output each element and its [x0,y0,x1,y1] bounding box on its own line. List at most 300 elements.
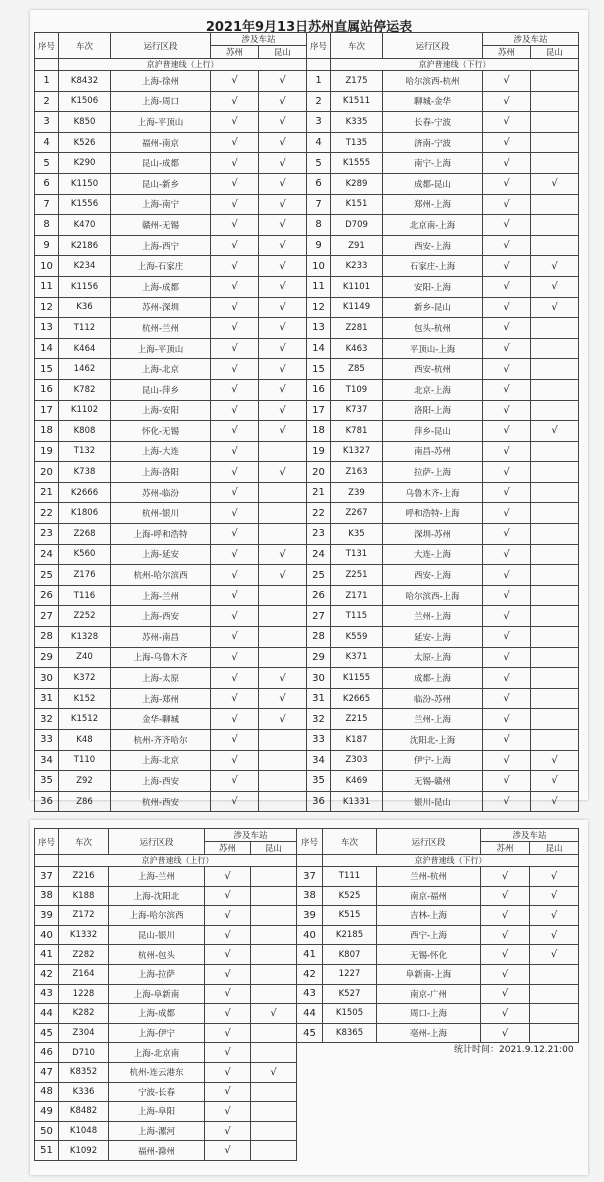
row-train: Z85 [331,359,383,380]
kunshan-check-cell [259,791,307,812]
row-seq: 44 [297,1004,323,1024]
row-route: 哈尔滨西-上海 [383,585,483,606]
suzhou-check-cell: √ [211,153,259,174]
row-seq: 39 [35,906,59,926]
row-route: 临汾-苏州 [383,688,483,709]
row-train: Z92 [59,771,111,792]
suzhou-check-cell: √ [483,441,531,462]
row-route: 苏州-临汾 [111,482,211,503]
row-route: 上海-兰州 [111,585,211,606]
row-seq: 11 [307,276,331,297]
suzhou-check-cell: √ [483,730,531,751]
row-route: 哈尔滨西-杭州 [383,71,483,92]
table-row [35,235,307,256]
header-train: 车次 [59,33,111,59]
suzhou-check-cell: √ [483,276,531,297]
row-seq: 18 [35,421,59,442]
table-row [35,1023,297,1043]
row-train: K335 [331,112,383,133]
header-stations: 涉及车站 [483,33,579,46]
header-kunshan: 昆山 [251,842,297,855]
kunshan-check-cell [531,606,579,627]
table-row [307,215,579,236]
table-row [35,173,307,194]
table-row [35,1043,297,1063]
row-train: K1150 [59,173,111,194]
table-row [307,627,579,648]
schedule-page-1 [30,10,588,808]
row-seq: 37 [297,867,323,887]
row-route: 太原-上海 [383,647,483,668]
kunshan-check-cell: √ [259,276,307,297]
table-row [297,984,579,1004]
down-line-table [306,32,579,812]
row-route: 上海-阜新南 [109,984,205,1004]
line-spacer [35,855,59,867]
table-row [35,925,297,945]
suzhou-check-cell: √ [483,482,531,503]
row-train: K1149 [331,297,383,318]
row-seq: 37 [35,867,59,887]
kunshan-check-cell [531,194,579,215]
kunshan-check-cell [531,215,579,236]
table-row [307,153,579,174]
table-row [35,318,307,339]
table-row [297,867,579,887]
suzhou-check-cell: √ [483,379,531,400]
table-row [297,906,579,926]
schedule-page-2 [30,820,588,1175]
table-row [307,379,579,400]
row-train: K372 [59,668,111,689]
row-route: 上海-北京 [111,750,211,771]
row-train: K515 [323,906,377,926]
kunshan-check-cell [530,1023,579,1043]
row-train: K781 [331,421,383,442]
table-row [35,964,297,984]
row-train: Z91 [331,235,383,256]
kunshan-check-cell [251,906,297,926]
row-route: 上海-西安 [111,771,211,792]
row-train: T110 [59,750,111,771]
row-train: Z216 [59,867,109,887]
header-kunshan: 昆山 [531,46,579,59]
row-route: 上海-北京南 [109,1043,205,1063]
suzhou-check-cell: √ [483,771,531,792]
row-route: 上海-平顶山 [111,112,211,133]
suzhou-check-cell: √ [483,338,531,359]
kunshan-check-cell: √ [251,1004,297,1024]
kunshan-check-cell [251,1082,297,1102]
suzhou-check-cell: √ [211,194,259,215]
row-train: K527 [323,984,377,1004]
table-row [307,544,579,565]
row-seq: 2 [307,91,331,112]
row-route: 南宁-上海 [383,153,483,174]
row-route: 上海-伊宁 [109,1023,205,1043]
suzhou-check-cell: √ [205,1004,251,1024]
suzhou-check-cell: √ [483,215,531,236]
row-train: K808 [59,421,111,442]
table-row [35,750,307,771]
row-train: K525 [323,886,377,906]
kunshan-check-cell [251,867,297,887]
kunshan-check-cell [259,503,307,524]
row-seq: 34 [307,750,331,771]
row-seq: 43 [35,984,59,1004]
row-train: K1327 [331,441,383,462]
kunshan-check-cell [530,1004,579,1024]
row-train: Z252 [59,606,111,627]
row-seq: 40 [297,925,323,945]
row-train: K737 [331,400,383,421]
table-row [307,359,579,380]
row-train: 1228 [59,984,109,1004]
row-train: K469 [331,771,383,792]
row-seq: 13 [35,318,59,339]
row-seq: 3 [307,112,331,133]
row-train: K1331 [331,791,383,812]
suzhou-check-cell: √ [205,964,251,984]
kunshan-check-cell: √ [530,886,579,906]
row-seq: 30 [307,668,331,689]
suzhou-check-cell: √ [211,585,259,606]
table-row [307,132,579,153]
table-row [35,730,307,751]
kunshan-check-cell: √ [531,256,579,277]
table-row [35,585,307,606]
kunshan-check-cell [531,318,579,339]
suzhou-check-cell: √ [481,984,530,1004]
row-train: Z251 [331,565,383,586]
header-seq: 序号 [35,829,59,855]
suzhou-check-cell: √ [211,359,259,380]
row-train: Z175 [331,71,383,92]
row-seq: 14 [35,338,59,359]
row-train: K850 [59,112,111,133]
row-seq: 12 [35,297,59,318]
header-suzhou: 苏州 [483,46,531,59]
row-route: 昆山-成都 [111,153,211,174]
kunshan-check-cell: √ [259,400,307,421]
table-row [35,627,307,648]
line-spacer [35,59,59,71]
table-row [307,482,579,503]
row-train: K234 [59,256,111,277]
table-row [35,379,307,400]
row-seq: 34 [35,750,59,771]
row-seq: 23 [307,524,331,545]
kunshan-check-cell [531,379,579,400]
row-seq: 7 [307,194,331,215]
table-row [307,462,579,483]
suzhou-check-cell: √ [483,688,531,709]
row-train: K2185 [323,925,377,945]
kunshan-check-cell [259,585,307,606]
row-seq: 45 [297,1023,323,1043]
kunshan-check-cell: √ [259,709,307,730]
table-row [307,503,579,524]
row-route: 西安-上海 [383,235,483,256]
row-seq: 24 [35,544,59,565]
suzhou-check-cell: √ [205,1043,251,1063]
stat-time: 统计时间：2021.9.12.21:00 [454,1045,574,1055]
header-suzhou: 苏州 [481,842,530,855]
row-train: K1505 [323,1004,377,1024]
row-train: T132 [59,441,111,462]
row-train: K738 [59,462,111,483]
kunshan-check-cell [251,1102,297,1122]
row-train: Z303 [331,750,383,771]
table-row [35,647,307,668]
table-row [35,276,307,297]
kunshan-check-cell [259,441,307,462]
row-train: K8365 [323,1023,377,1043]
suzhou-check-cell: √ [205,1023,251,1043]
kunshan-check-cell: √ [259,359,307,380]
kunshan-check-cell [251,945,297,965]
row-train: K8482 [59,1102,109,1122]
suzhou-check-cell: √ [211,482,259,503]
row-train: K2186 [59,235,111,256]
kunshan-check-cell [259,771,307,792]
kunshan-check-cell [531,462,579,483]
row-seq: 20 [307,462,331,483]
row-train: K1506 [59,91,111,112]
table-row [307,647,579,668]
header-route: 运行区段 [109,829,205,855]
row-route: 杭州-兰州 [111,318,211,339]
table-row [307,400,579,421]
table-row [307,112,579,133]
row-route: 呼和浩特-上海 [383,503,483,524]
kunshan-check-cell [531,544,579,565]
table-row [35,906,297,926]
row-seq: 27 [35,606,59,627]
row-train: Z86 [59,791,111,812]
row-seq: 19 [35,441,59,462]
row-train: K48 [59,730,111,751]
suzhou-check-cell: √ [211,750,259,771]
suzhou-check-cell: √ [483,235,531,256]
table-row [35,194,307,215]
table-row [35,91,307,112]
suzhou-check-cell: √ [483,297,531,318]
row-route: 伊宁-上海 [383,750,483,771]
table-row [35,867,297,887]
kunshan-check-cell [531,153,579,174]
row-train: 1462 [59,359,111,380]
suzhou-check-cell: √ [483,194,531,215]
row-route: 赣州-无锡 [111,215,211,236]
row-seq: 51 [35,1141,59,1161]
kunshan-check-cell [531,441,579,462]
table-row [307,565,579,586]
row-route: 西宁-上海 [377,925,481,945]
row-route: 南昌-苏州 [383,441,483,462]
row-train: K1512 [59,709,111,730]
table-row [307,91,579,112]
table-row [35,544,307,565]
suzhou-check-cell: √ [483,544,531,565]
table-row [35,688,307,709]
row-route: 怀化-无锡 [111,421,211,442]
row-train: T116 [59,585,111,606]
kunshan-check-cell [531,112,579,133]
row-seq: 40 [35,925,59,945]
suzhou-check-cell: √ [211,132,259,153]
row-seq: 21 [35,482,59,503]
row-route: 兰州-杭州 [377,867,481,887]
row-train: K1048 [59,1121,109,1141]
suzhou-check-cell: √ [211,91,259,112]
row-route: 杭州-哈尔滨西 [111,565,211,586]
row-route: 苏州-南昌 [111,627,211,648]
row-train: K151 [331,194,383,215]
row-train: K8352 [59,1062,109,1082]
suzhou-check-cell: √ [211,338,259,359]
kunshan-check-cell [531,709,579,730]
table-row [307,709,579,730]
row-seq: 22 [307,503,331,524]
table-row [307,421,579,442]
table-row [35,359,307,380]
row-train: Z172 [59,906,109,926]
table-row [35,886,297,906]
row-route: 郑州-上海 [383,194,483,215]
suzhou-check-cell: √ [211,379,259,400]
table-row [307,235,579,256]
row-train: Z304 [59,1023,109,1043]
kunshan-check-cell: √ [259,256,307,277]
kunshan-check-cell [530,984,579,1004]
table-row [35,503,307,524]
row-route: 上海-西安 [111,606,211,627]
suzhou-check-cell: √ [483,318,531,339]
row-route: 上海-北京 [111,359,211,380]
suzhou-check-cell: √ [483,503,531,524]
row-train: K470 [59,215,111,236]
kunshan-check-cell: √ [259,112,307,133]
row-train: K1092 [59,1141,109,1161]
suzhou-check-cell: √ [211,524,259,545]
row-train: K1556 [59,194,111,215]
row-train: K35 [331,524,383,545]
suzhou-check-cell: √ [481,906,530,926]
table-row [35,441,307,462]
suzhou-check-cell: √ [211,71,259,92]
row-seq: 25 [307,565,331,586]
row-train: D709 [331,215,383,236]
kunshan-check-cell: √ [259,379,307,400]
row-seq: 11 [35,276,59,297]
header-suzhou: 苏州 [211,46,259,59]
header-stations: 涉及车站 [481,829,579,842]
kunshan-check-cell [251,964,297,984]
row-seq: 28 [35,627,59,648]
table-row [35,153,307,174]
kunshan-check-cell [531,627,579,648]
row-train: Z267 [331,503,383,524]
row-route: 银川-昆山 [383,791,483,812]
row-train: K36 [59,297,111,318]
row-seq: 36 [307,791,331,812]
row-route: 南京-广州 [377,984,481,1004]
kunshan-check-cell [259,482,307,503]
row-route: 无锡-赣州 [383,771,483,792]
row-route: 南京-福州 [377,886,481,906]
kunshan-check-cell: √ [259,318,307,339]
table-row [297,945,579,965]
table-row [35,400,307,421]
suzhou-check-cell: √ [483,132,531,153]
kunshan-check-cell [251,984,297,1004]
table-row [307,585,579,606]
table-row [35,606,307,627]
suzhou-check-cell: √ [483,668,531,689]
row-route: 周口-上海 [377,1004,481,1024]
row-train: K187 [331,730,383,751]
suzhou-check-cell: √ [483,71,531,92]
row-train: K2666 [59,482,111,503]
kunshan-check-cell [531,132,579,153]
kunshan-check-cell [531,565,579,586]
kunshan-check-cell: √ [531,750,579,771]
row-route: 上海-太原 [111,668,211,689]
row-seq: 10 [307,256,331,277]
table-row [35,791,307,812]
suzhou-check-cell: √ [211,709,259,730]
row-seq: 32 [35,709,59,730]
suzhou-check-cell: √ [481,867,530,887]
line-spacer [307,59,331,71]
row-train: Z268 [59,524,111,545]
suzhou-check-cell: √ [205,1082,251,1102]
row-route: 杭州-银川 [111,503,211,524]
suzhou-check-cell: √ [211,503,259,524]
row-seq: 45 [35,1023,59,1043]
table-row [35,945,297,965]
header-train: 车次 [59,829,109,855]
suzhou-check-cell: √ [483,91,531,112]
row-route: 金华-聊城 [111,709,211,730]
row-seq: 49 [35,1102,59,1122]
table-row [307,173,579,194]
suzhou-check-cell: √ [205,1062,251,1082]
suzhou-check-cell: √ [483,400,531,421]
suzhou-check-cell: √ [483,627,531,648]
table-row [307,771,579,792]
row-train: K1102 [59,400,111,421]
row-seq: 20 [35,462,59,483]
suzhou-check-cell: √ [211,462,259,483]
table-row [35,565,307,586]
row-seq: 29 [307,647,331,668]
row-seq: 17 [307,400,331,421]
row-train: K233 [331,256,383,277]
line-name: 京沪普速线（下行） [331,59,579,71]
kunshan-check-cell: √ [259,544,307,565]
table-row [307,524,579,545]
row-train: Z282 [59,945,109,965]
kunshan-check-cell [531,668,579,689]
kunshan-check-cell [531,71,579,92]
suzhou-check-cell: √ [483,750,531,771]
row-train: Z176 [59,565,111,586]
row-route: 成都-昆山 [383,173,483,194]
suzhou-check-cell: √ [483,524,531,545]
row-route: 上海-大连 [111,441,211,462]
